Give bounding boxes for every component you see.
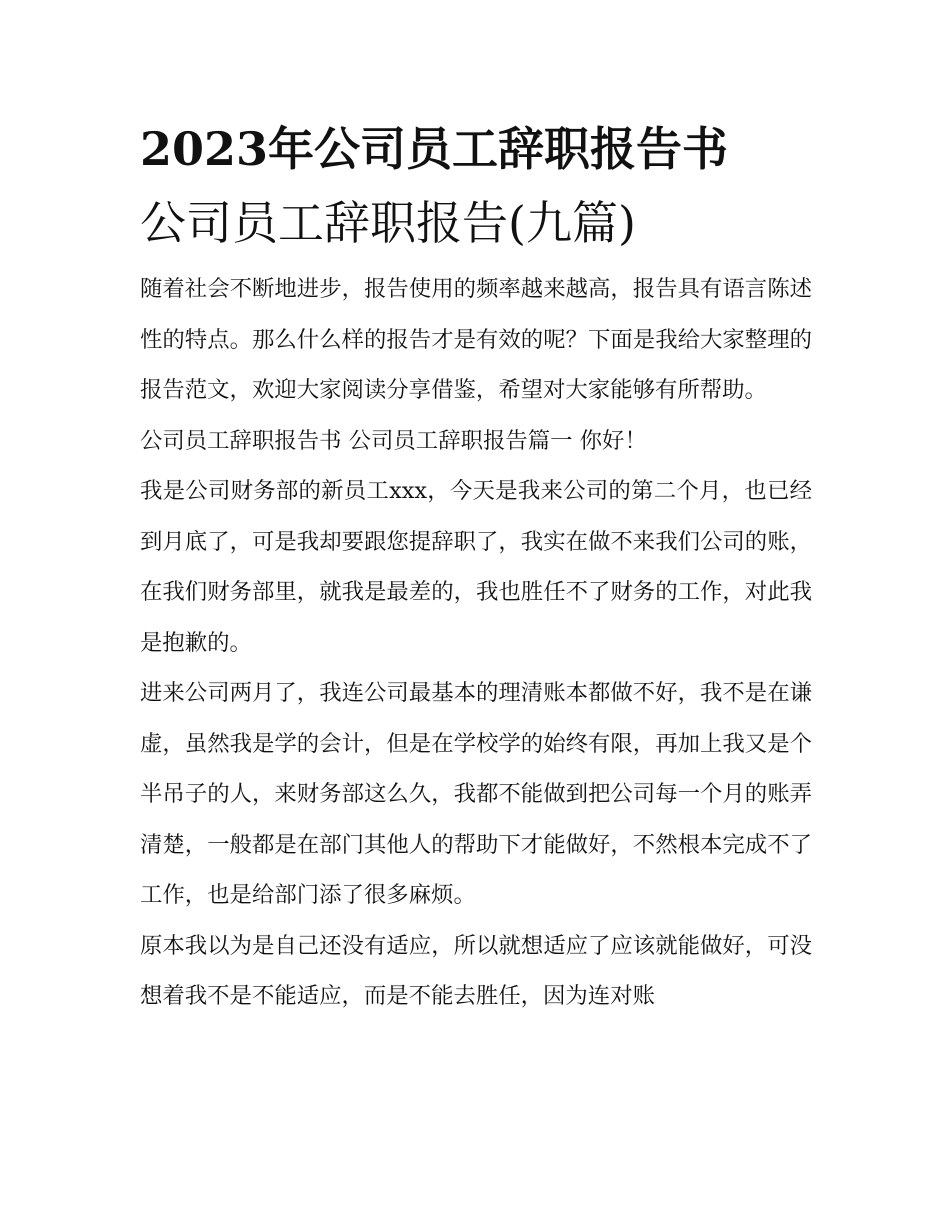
document-title: 2023年公司员工辞职报告书 <box>140 122 729 176</box>
paragraph-intro: 随着社会不断地进步，报告使用的频率越来越高，报告具有语言陈述性的特点。那么什么样的报告才是有效的呢？下面是我给大家整理的报告范文，欢迎大家阅读分享借鉴，希望对大家能够有所帮助。 <box>140 276 812 403</box>
document-body <box>140 120 812 1022</box>
paragraph-heading: 公司员工辞职报告书 公司员工辞职报告篇一 你好！ <box>140 427 647 454</box>
document-subtitle: 公司员工辞职报告(九篇) <box>140 196 636 250</box>
paragraph-3: 原本我以为是自己还没有适应，所以就想适应了应该就能做好，可没想着我不是不能适应，而是不能去胜任，因为连对账 <box>140 932 812 1009</box>
paragraph-2: 进来公司两月了，我连公司最基本的理清账本都做不好，我不是在谦虚，虽然我是学的会计，但是在学校学的始终有限，再加上我又是个半吊子的人，来财务部这么久，我都不能做到把公司每一个月的账弄清楚，一般都是在部门其他人的帮助下才能做好，不然根本完成不了工作，也是给部门添了很多麻烦。 <box>140 680 812 908</box>
paragraph-1: 我是公司财务部的新员工xxx，今天是我来公司的第二个月，也已经到月底了，可是我却要跟您提辞职了，我实在做不来我们公司的账，在我们财务部里，就我是最差的，我也胜任不了财务的工作，对此我是抱歉的。 <box>140 478 812 656</box>
